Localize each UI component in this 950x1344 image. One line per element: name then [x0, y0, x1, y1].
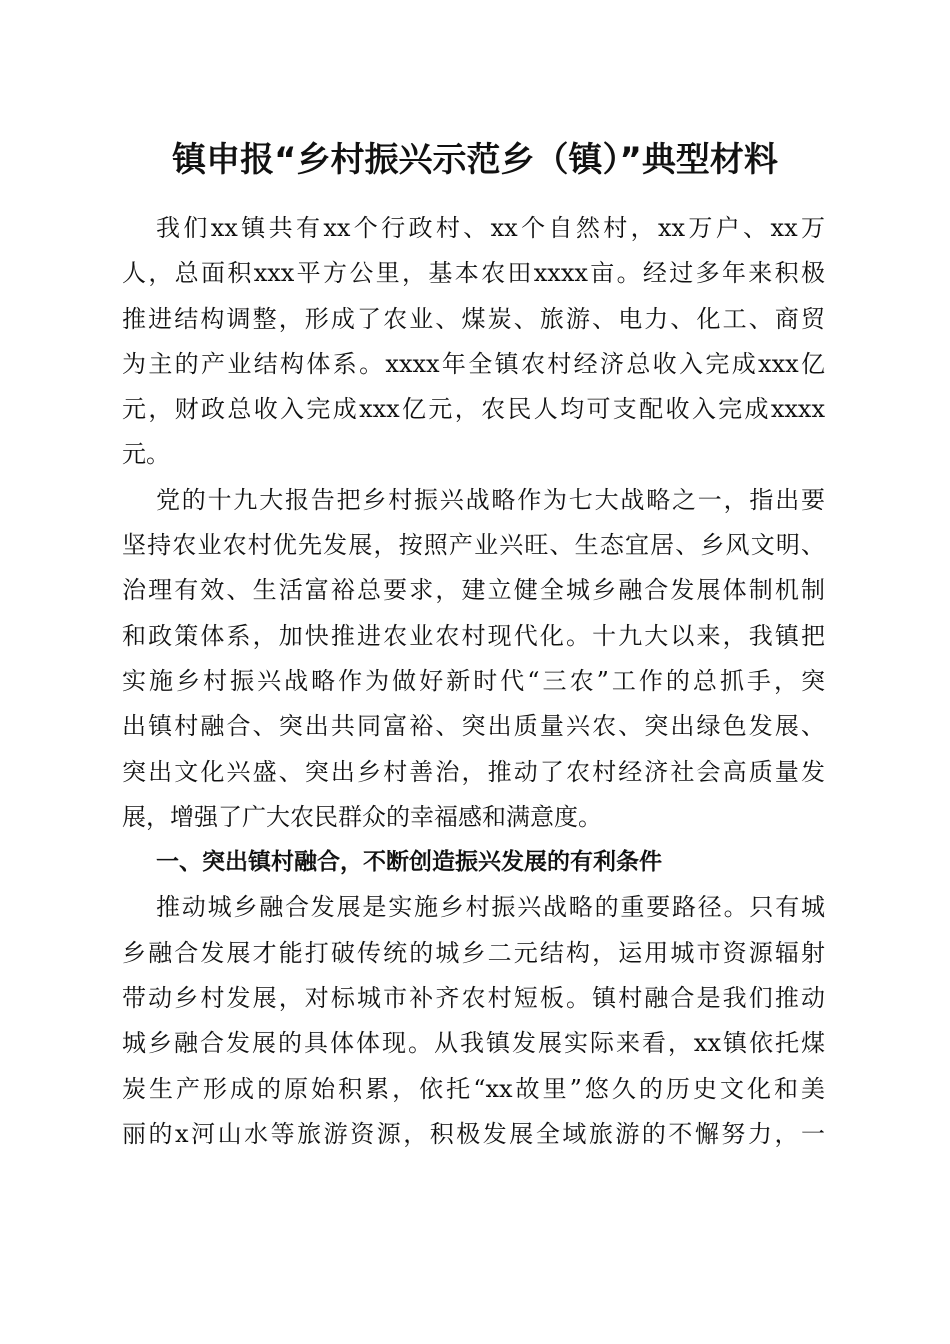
document-body	[122, 206, 825, 1157]
paragraph-line: 推进结构调整，形成了农业、煤炭、旅游、电力、化工、商贸	[122, 304, 825, 333]
paragraph-line: 党的十九大报告把乡村振兴战略作为七大战略之一，指出要	[156, 485, 825, 514]
paragraph-line: 为主的产业结构体系。xxxx年全镇农村经济总收入完成xxx亿	[122, 349, 825, 378]
document-title: 镇申报“乡村振兴示范乡（镇）”典型材料	[172, 140, 778, 180]
paragraph-line: 炭生产形成的原始积累，依托“xx故里”悠久的历史文化和美	[122, 1074, 825, 1103]
paragraph-line: 人，总面积xxx平方公里，基本农田xxxx亩。经过多年来积极	[122, 259, 825, 288]
paragraph-line: 突出文化兴盛、突出乡村善治，推动了农村经济社会高质量发	[122, 757, 825, 786]
paragraph-line: 出镇村融合、突出共同富裕、突出质量兴农、突出绿色发展、	[122, 712, 825, 741]
paragraph-line: 和政策体系，加快推进农业农村现代化。十九大以来，我镇把	[122, 621, 825, 650]
paragraph-line: 城乡融合发展的具体体现。从我镇发展实际来看，xx镇依托煤	[122, 1029, 825, 1058]
paragraph-line: 坚持农业农村优先发展，按照产业兴旺、生态宜居、乡风文明、	[122, 531, 825, 560]
paragraph-line: 推动城乡融合发展是实施乡村振兴战略的重要路径。只有城	[156, 893, 825, 922]
paragraph-line: 实施乡村振兴战略作为做好新时代“三农”工作的总抓手，突	[122, 666, 825, 695]
paragraph-line: 元，财政总收入完成xxx亿元，农民人均可支配收入完成xxxx	[122, 395, 825, 424]
paragraph-line: 丽的x河山水等旅游资源，积极发展全域旅游的不懈努力，一	[122, 1119, 825, 1148]
paragraph-line: 元。	[122, 440, 170, 469]
paragraph-line: 展，增强了广大农民群众的幸福感和满意度。	[122, 802, 602, 831]
paragraph-line: 乡融合发展才能打破传统的城乡二元结构，运用城市资源辐射	[122, 938, 825, 967]
paragraph-line: 治理有效、生活富裕总要求，建立健全城乡融合发展体制机制	[122, 576, 825, 605]
paragraph-line: 带动乡村发展，对标城市补齐农村短板。镇村融合是我们推动	[122, 984, 825, 1013]
section-heading: 一、突出镇村融合，不断创造振兴发展的有利条件	[156, 849, 662, 876]
paragraph-line: 我们xx镇共有xx个行政村、xx个自然村，xx万户、xx万	[156, 214, 825, 242]
